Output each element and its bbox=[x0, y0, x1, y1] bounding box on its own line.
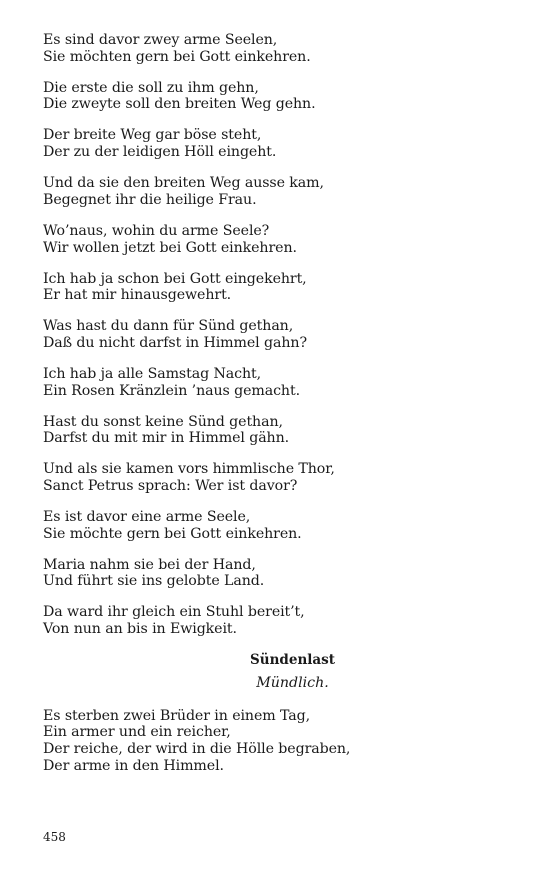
section-subtitle: Mündlich. bbox=[256, 674, 329, 691]
stanza bbox=[43, 318, 513, 351]
stanza bbox=[43, 366, 513, 399]
poem-part-2 bbox=[43, 708, 513, 775]
verse-line: Wo’naus, wohin du arme Seele? bbox=[43, 222, 270, 239]
stanza bbox=[43, 80, 513, 113]
verse-line: Es sterben zwei Brüder in einem Tag, bbox=[43, 707, 311, 724]
verse-line: Darfst du mit mir in Himmel gähn. bbox=[43, 430, 290, 447]
verse-line: Maria nahm sie bei der Hand, bbox=[43, 556, 256, 573]
stanza bbox=[43, 271, 513, 304]
verse-line: Ein armer und ein reicher, bbox=[43, 724, 231, 741]
stanza bbox=[43, 175, 513, 208]
verse-line: Daß du nicht darfst in Himmel gahn? bbox=[43, 334, 307, 351]
page-number: 458 bbox=[43, 830, 66, 844]
verse-line: Die erste die soll zu ihm gehn, bbox=[43, 79, 259, 96]
verse-line: Ich hab ja schon bei Gott eingekehrt, bbox=[43, 270, 307, 287]
stanza bbox=[43, 414, 513, 447]
verse-line: Ein Rosen Kränzlein ’naus gemacht. bbox=[43, 382, 300, 399]
verse-line: Ich hab ja alle Samstag Nacht, bbox=[43, 365, 262, 382]
stanza bbox=[43, 127, 513, 160]
verse-line: Die zweyte soll den breiten Weg gehn. bbox=[43, 96, 316, 113]
verse-line: Der breite Weg gar böse steht, bbox=[43, 127, 262, 144]
verse-line: Begegnet ihr die heilige Frau. bbox=[43, 191, 257, 208]
document-page bbox=[43, 32, 513, 789]
verse-line: Er hat mir hinausgewehrt. bbox=[43, 287, 232, 304]
verse-line: Sie möchte gern bei Gott einkehren. bbox=[43, 525, 302, 542]
verse-line: Der reiche, der wird in die Hölle begraben, bbox=[43, 740, 351, 757]
stanza bbox=[43, 557, 513, 590]
verse-line: Der zu der leidigen Höll eingeht. bbox=[43, 144, 277, 161]
stanza bbox=[43, 461, 513, 494]
verse-line: Hast du sonst keine Sünd gethan, bbox=[43, 413, 283, 430]
verse-line: Der arme in den Himmel. bbox=[43, 757, 224, 774]
stanza bbox=[43, 223, 513, 256]
verse-line: Und als sie kamen vors himmlische Thor, bbox=[43, 461, 335, 478]
verse-line: Es ist davor eine arme Seele, bbox=[43, 509, 251, 526]
verse-line: Und da sie den breiten Weg ausse kam, bbox=[43, 175, 324, 192]
stanza bbox=[43, 509, 513, 542]
verse-line: Was hast du dann für Sünd gethan, bbox=[43, 318, 294, 335]
stanza bbox=[43, 708, 513, 775]
section-title: Sündenlast bbox=[250, 652, 335, 669]
verse-line: Da ward ihr gleich ein Stuhl bereit’t, bbox=[43, 604, 305, 621]
verse-line: Sanct Petrus sprach: Wer ist davor? bbox=[43, 478, 298, 495]
verse-line: Wir wollen jetzt bei Gott einkehren. bbox=[43, 239, 297, 256]
verse-line: Es sind davor zwey arme Seelen, bbox=[43, 32, 278, 48]
verse-line: Sie möchten gern bei Gott einkehren. bbox=[43, 48, 311, 65]
verse-line: Und führt sie ins gelobte Land. bbox=[43, 573, 265, 590]
poem-part-1 bbox=[43, 32, 513, 638]
stanza bbox=[43, 604, 513, 637]
stanza bbox=[43, 32, 513, 65]
verse-line: Von nun an bis in Ewigkeit. bbox=[43, 621, 237, 638]
